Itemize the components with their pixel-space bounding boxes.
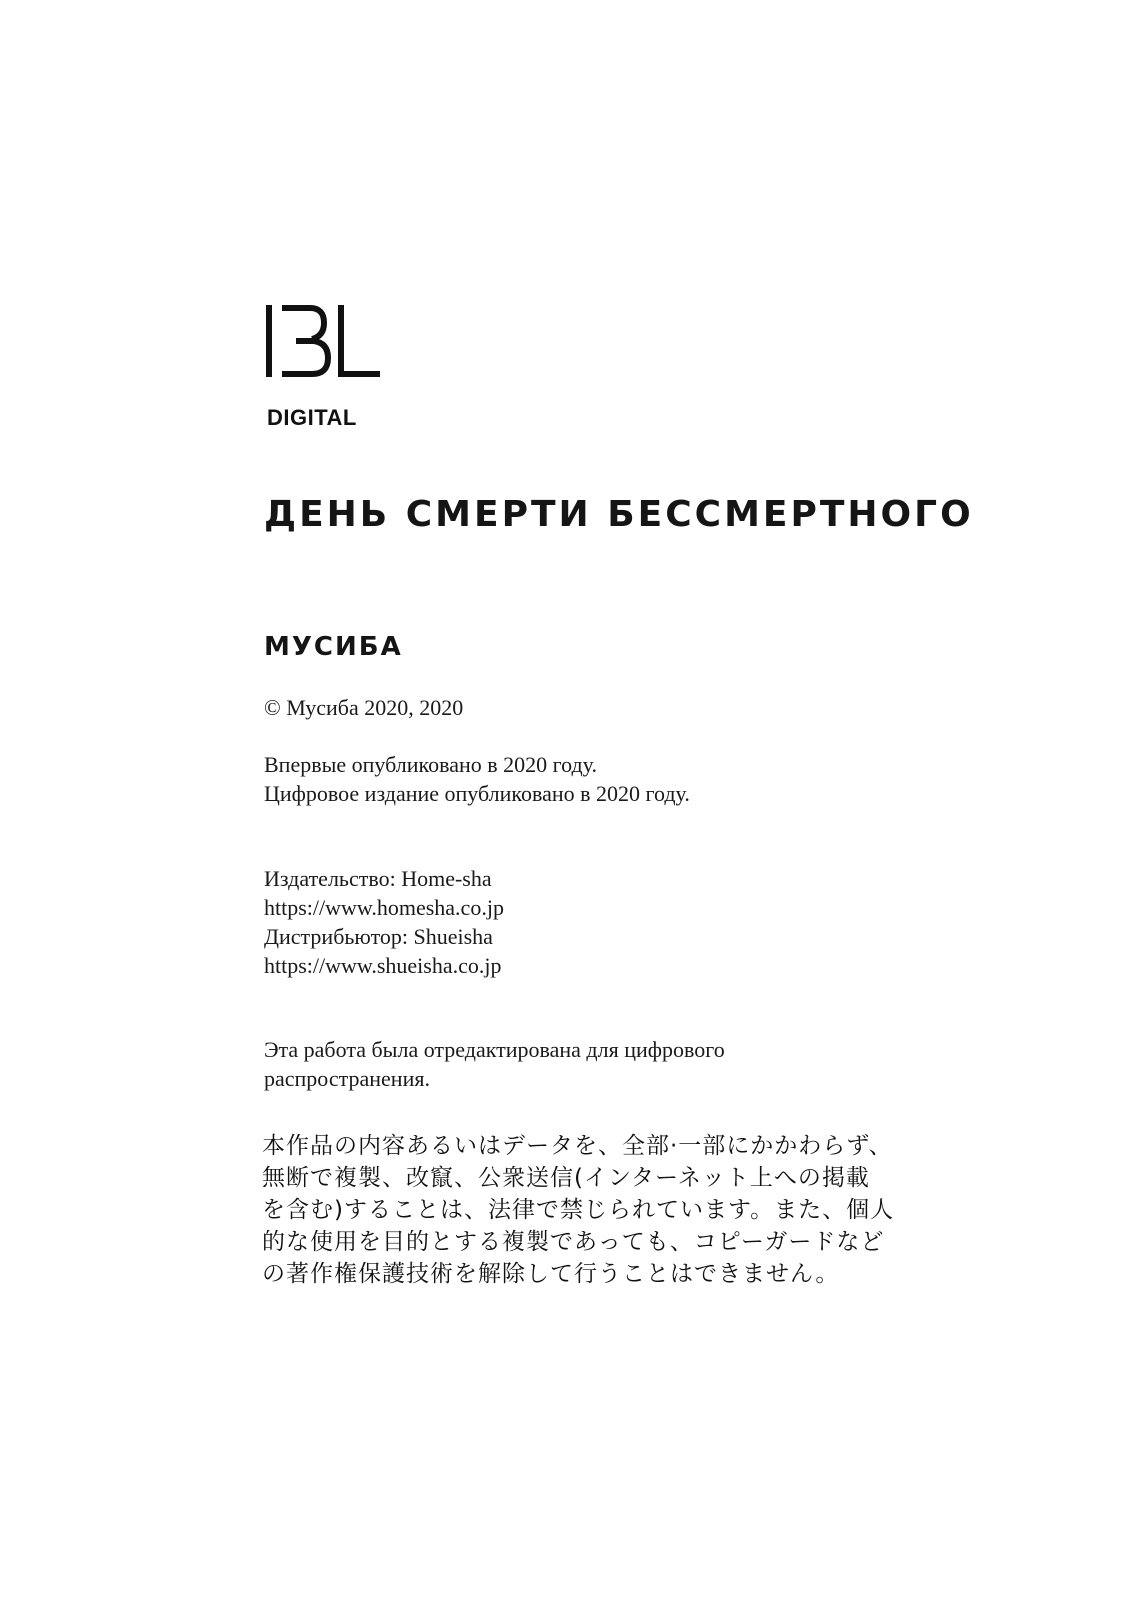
logo-subtitle: DIGITAL bbox=[267, 405, 357, 430]
notice-line: 無断で複製、改竄、公衆送信(インターネット上への掲載 bbox=[262, 1165, 870, 1191]
notice-line: 的な使用を目的とする複製であっても、コピーガードなど bbox=[262, 1229, 885, 1255]
book-title: ДЕНЬ СМЕРТИ БЕССМЕРТНОГО bbox=[264, 494, 974, 535]
bl-logo-mark-icon bbox=[266, 305, 381, 381]
japanese-copyright-notice bbox=[262, 1130, 894, 1290]
author-name: МУСИБА bbox=[264, 632, 403, 662]
publisher-line: Издательство: Home-sha bbox=[264, 866, 492, 891]
publication-info bbox=[264, 750, 690, 808]
distributor-url: https://www.shueisha.co.jp bbox=[264, 953, 502, 978]
copyright-line: © Мусиба 2020, 2020 bbox=[264, 695, 464, 720]
bl-digital-logo bbox=[266, 305, 381, 431]
notice-line: の著作権保護技術を解除して行うことはできません。 bbox=[262, 1261, 840, 1287]
edited-note bbox=[264, 1035, 725, 1093]
edited-note-line: распространения. bbox=[264, 1066, 430, 1091]
edited-note-line: Эта работа была отредактирована для цифрового bbox=[264, 1037, 725, 1062]
notice-line: 本作品の内容あるいはデータを、全部·一部にかかわらず、 bbox=[262, 1133, 893, 1159]
publisher-url: https://www.homesha.co.jp bbox=[264, 895, 504, 920]
publisher-info bbox=[264, 864, 504, 980]
first-published-line: Впервые опубликовано в 2020 году. bbox=[264, 752, 597, 777]
notice-line: を含む)することは、法律で禁じられています。また、個人 bbox=[262, 1197, 895, 1223]
digital-published-line: Цифровое издание опубликовано в 2020 году. bbox=[264, 781, 690, 806]
distributor-line: Дистрибьютор: Shueisha bbox=[264, 924, 493, 949]
